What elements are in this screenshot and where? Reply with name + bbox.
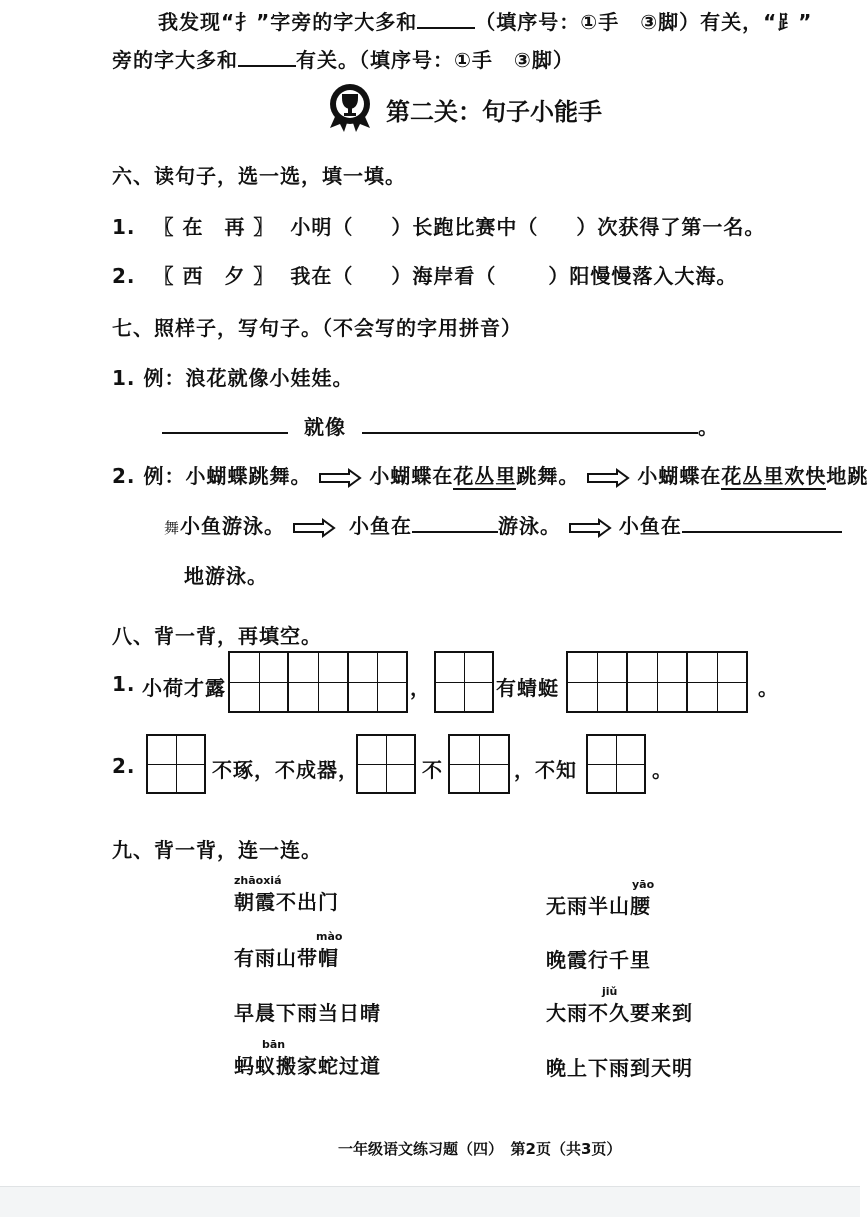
proverb-right[interactable]: 晚霞行千里 <box>546 948 651 972</box>
sentence-part: ，不知 <box>514 758 577 782</box>
proverb-left[interactable]: 蚂蚁搬家蛇过道 <box>234 1054 381 1078</box>
level-title: 第二关：句子小能手 <box>386 98 602 126</box>
intro-line-2 <box>112 44 574 73</box>
grid-cell[interactable] <box>289 653 348 711</box>
sentence-part: ）长跑比赛中（ <box>391 215 539 239</box>
question-number: 2. 例： <box>112 464 186 488</box>
writing-grid-3[interactable] <box>566 651 748 713</box>
proverb-left[interactable]: 有雨山带帽 <box>234 946 339 970</box>
sentence-part: 地游泳。 <box>184 564 268 588</box>
pinyin: bān <box>262 1038 286 1051</box>
sentence-part: ）阳慢慢落入大海。 <box>548 264 738 288</box>
writing-grid-1[interactable] <box>448 734 510 794</box>
wrapped-char: 舞 <box>164 519 181 537</box>
section-9-heading: 九、背一背，连一连。 <box>112 838 322 862</box>
underlined-phrase: 花丛里 <box>453 464 517 488</box>
intro-text: （填序号：①手 ③脚）有关，“⻊” <box>475 10 813 34</box>
proverb-right[interactable]: 晚上下雨到天明 <box>546 1056 693 1080</box>
sentence-part: 小蝴蝶在 <box>369 464 454 488</box>
grid-cell[interactable] <box>436 653 492 711</box>
question-number: 1. <box>112 672 136 696</box>
intro-text: 有关。（填序号：①手 ③脚） <box>296 48 574 72</box>
writing-grid-1[interactable] <box>434 651 494 713</box>
sentence-part: 小蝴蝶跳舞。 <box>185 464 312 488</box>
arrow-icon <box>587 469 629 487</box>
sentence-part: 小荷才露 <box>142 676 226 700</box>
section-6-heading: 六、读句子，选一选，填一填。 <box>112 164 406 188</box>
writing-grid-1[interactable] <box>146 734 206 794</box>
sentence-part: ， <box>410 676 431 700</box>
intro-line-1 <box>158 6 812 35</box>
answer-blank[interactable] <box>682 513 842 533</box>
sentence-part: 小鱼在 <box>618 514 682 538</box>
sentence-part: ）次获得了第一名。 <box>576 215 766 239</box>
arrow-icon <box>319 469 361 487</box>
sentence-part: 小蝴蝶在 <box>637 464 722 488</box>
answer-blank[interactable] <box>162 414 288 434</box>
sentence-part: 跳舞。 <box>516 464 580 488</box>
grid-cell[interactable] <box>688 653 746 711</box>
writing-grid-4[interactable] <box>228 651 408 713</box>
arrow-icon <box>293 519 335 537</box>
sentence-part: 有蜻蜓 <box>496 676 559 700</box>
s6-question-2 <box>112 260 852 289</box>
s7-task-line <box>164 510 842 539</box>
proverb-right[interactable]: 大雨不久要来到 <box>546 1001 693 1025</box>
s7-example-2 <box>112 460 868 489</box>
word-choices: 〖 西 夕 〗 <box>153 264 275 288</box>
grid-cell[interactable] <box>568 653 628 711</box>
grid-cell[interactable] <box>349 653 406 711</box>
s7-example-1: 1. 例：浪花就像小娃娃。 <box>112 366 354 390</box>
sentence-part: 小鱼游泳。 <box>180 514 286 538</box>
grid-cell[interactable] <box>148 736 204 792</box>
writing-grid-1[interactable] <box>586 734 646 794</box>
section-7-heading: 七、照样子，写句子。（不会写的字用拼音） <box>112 316 522 340</box>
grid-cell[interactable] <box>588 736 644 792</box>
grid-cell[interactable] <box>358 736 414 792</box>
answer-blank[interactable] <box>238 47 296 67</box>
intro-text: 旁的字大多和 <box>112 48 238 72</box>
question-number: 2. <box>112 754 136 778</box>
sentence-part: 游泳。 <box>497 514 561 538</box>
intro-text: 我发现“扌”字旁的字大多和 <box>158 10 418 34</box>
grid-cell[interactable] <box>450 736 508 792</box>
arrow-icon <box>569 519 611 537</box>
grid-cell[interactable] <box>628 653 688 711</box>
sentence-part: 小明（ <box>290 215 354 239</box>
writing-grid-1[interactable] <box>356 734 416 794</box>
sentence-part: 就像 <box>303 415 346 439</box>
word-choices: 〖 在 再 〗 <box>153 215 275 239</box>
sentence-part: 小鱼在 <box>348 514 412 538</box>
proverb-left[interactable]: 朝霞不出门 <box>234 890 339 914</box>
medal-icon <box>322 82 378 136</box>
pinyin: yāo <box>632 878 655 891</box>
answer-blank[interactable] <box>417 9 475 29</box>
question-number: 2. <box>112 264 136 288</box>
sentence-part: 我在（ <box>290 264 354 288</box>
sentence-part: 不 <box>422 758 443 782</box>
answer-blank[interactable] <box>412 513 498 533</box>
sentence-part: 地跳 <box>826 464 868 488</box>
underlined-phrase: 花丛里欢快 <box>721 464 827 488</box>
sentence-part: 不琢，不成器， <box>212 758 359 782</box>
pinyin: jiǔ <box>602 985 618 998</box>
s6-question-1 <box>112 211 852 240</box>
sentence-part: ）海岸看（ <box>391 264 497 288</box>
scan-bottom-edge <box>0 1186 860 1217</box>
proverb-left[interactable]: 早晨下雨当日晴 <box>234 1001 381 1025</box>
sentence-part: 。 <box>652 758 673 782</box>
proverb-right[interactable]: 无雨半山腰 <box>546 894 651 918</box>
page-footer: 一年级语文练习题（四） 第2页（共3页） <box>338 1140 622 1158</box>
answer-blank[interactable] <box>362 414 698 434</box>
section-8-heading: 八、背一背，再填空。 <box>112 624 322 648</box>
question-number: 1. <box>112 215 136 239</box>
sentence-part: 。 <box>697 415 719 439</box>
pinyin: zhāoxiá <box>234 874 282 887</box>
grid-cell[interactable] <box>230 653 289 711</box>
s7-answer-line-1 <box>162 411 719 440</box>
sentence-part: 。 <box>758 676 779 700</box>
pinyin: mào <box>316 930 343 943</box>
